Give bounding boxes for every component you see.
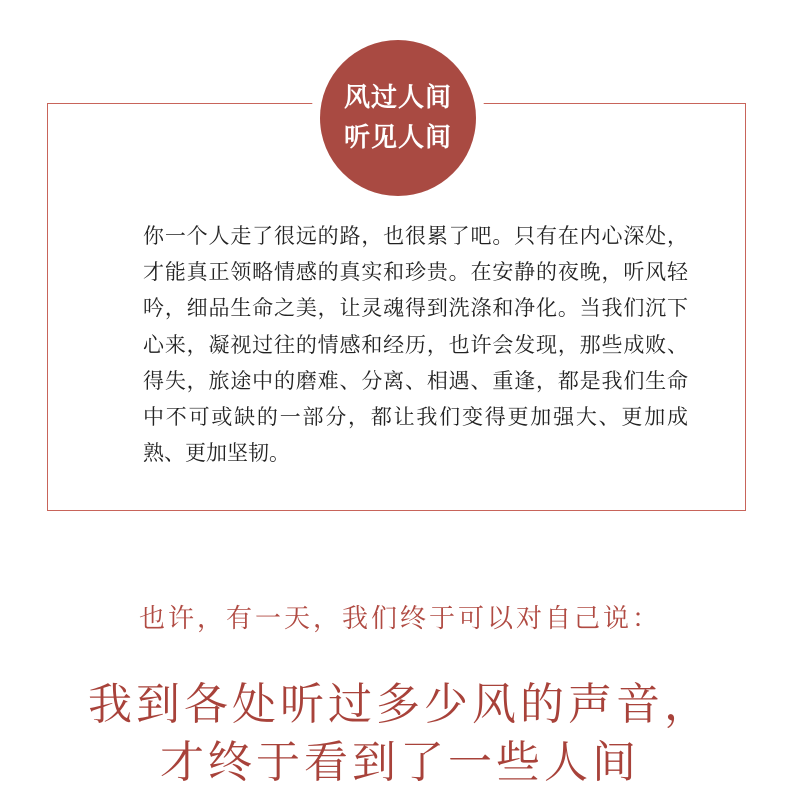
badge-title-line-1: 风过人间 bbox=[343, 83, 452, 113]
body-paragraph: 你一个人走了很远的路，也很累了吧。只有在内心深处，才能真正领略情感的真实和珍贵。在安静的夜晚，听风轻吟，细品生命之美，让灵魂得到洗涤和净化。当我们沉下心来，凝视过往的情感和经历，也许会发现，那些成败、得失，旅途中的磨难、分离、相遇、重逢，都是我们生命中不可或缺的一部分，都让我们变得更加强大、更加成熟、更加坚韧。 bbox=[143, 224, 688, 466]
headline-line-1: 我到各处听过多少风的声音， bbox=[88, 679, 712, 730]
badge-title-line-2: 听见人间 bbox=[343, 123, 452, 153]
subtitle: 也许，有一天，我们终于可以对自己说： bbox=[138, 604, 661, 634]
headline-line-2: 才终于看到了一些人间 bbox=[160, 737, 640, 788]
title-badge bbox=[320, 40, 476, 196]
headline bbox=[0, 676, 800, 792]
